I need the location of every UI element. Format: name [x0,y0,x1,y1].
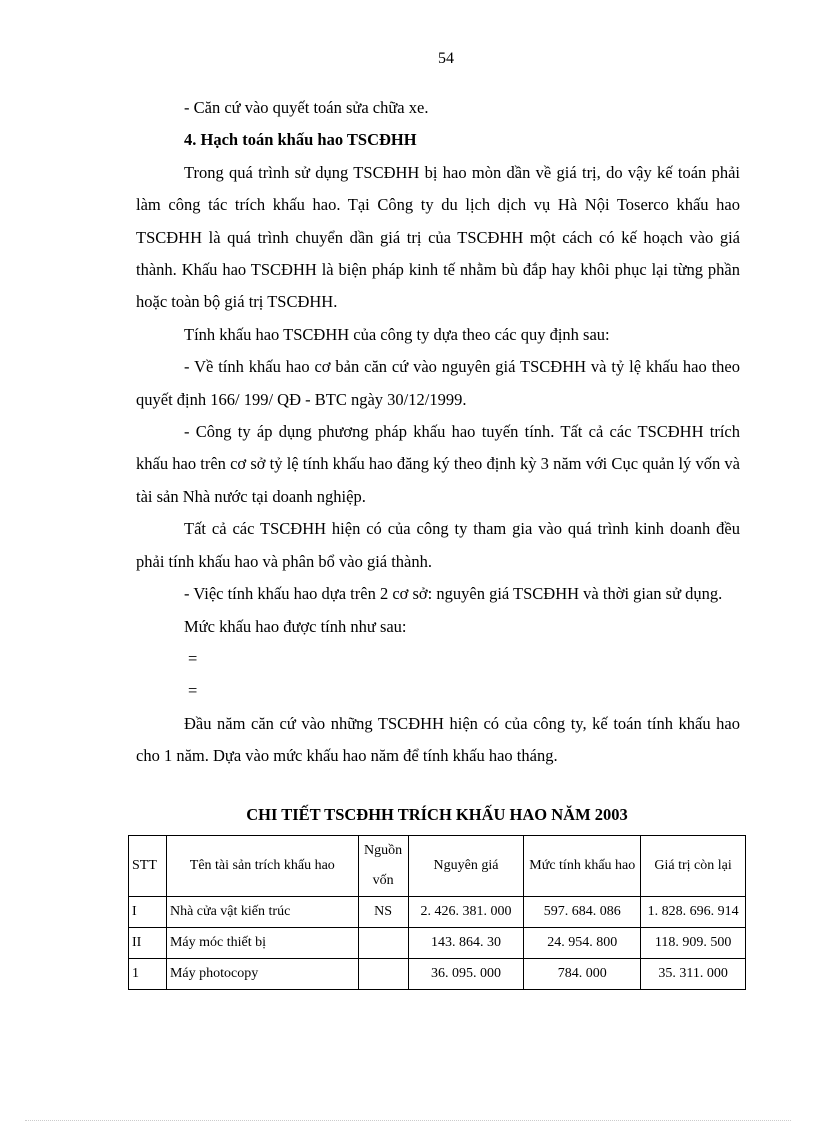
page-number: 54 [438,50,454,67]
cell-stt: 1 [129,959,167,990]
paragraph: - Căn cứ vào quyết toán sửa chữa xe. [184,98,429,117]
header-depreciation-rate: Mức tính khấu hao [524,836,641,897]
cell-depreciation: 24. 954. 800 [524,928,641,959]
header-capital-source: Nguồn vốn [358,836,408,897]
paragraph: Tất cả các TSCĐHH hiện có của công ty tham gia vào quá trình kinh doanh đều phải tính khấu hao và phân bổ vào giá thành. [136,519,740,571]
formula-line: = [188,648,198,668]
cell-depreciation: 597. 684. 086 [524,897,641,928]
cell-remaining-value: 35. 311. 000 [641,959,746,990]
paragraph: Trong quá trình sử dụng TSCĐHH bị hao mòn dần về giá trị, do vậy kế toán phải làm công tác trích khấu hao. Tại Công ty du lịch dịch vụ Hà Nội Toserco khấu hao TSCĐHH là quá trình chuyển dần giá trị của TSCĐHH một cách có kế hoạch vào giá thành. Khấu hao TSCĐHH là biện pháp kinh tế nhằm bù đắp hay khôi phục lại từng phần hoặc toàn bộ giá trị TSCĐHH. [136,162,740,312]
table-row [129,897,746,928]
paragraph: - Về tính khấu hao cơ bản căn cứ vào nguyên giá TSCĐHH và tỷ lệ khấu hao theo quyết định 166/ 199/ QĐ - BTC ngày 30/12/1999. [136,357,740,409]
header-original-cost: Nguyên giá [408,836,524,897]
paragraph: Tính khấu hao TSCĐHH của công ty dựa theo các quy định sau: [184,324,610,344]
header-asset-name: Tên tài sản trích khấu hao [166,836,358,897]
cell-asset-name: Nhà cửa vật kiến trúc [166,897,358,928]
document-body [136,92,740,773]
cell-capital-source [358,959,408,990]
formula-line: = [188,681,198,701]
table-row [129,928,746,959]
cell-asset-name: Máy móc thiết bị [166,928,358,959]
cell-original-cost: 2. 426. 381. 000 [408,897,524,928]
cell-original-cost: 143. 864. 30 [408,928,524,959]
page-bottom-divider [25,1120,791,1121]
paragraph: Mức khấu hao được tính như sau: [184,616,407,636]
cell-capital-source: NS [358,897,408,928]
table-row [129,959,746,990]
cell-capital-source [358,928,408,959]
cell-depreciation: 784. 000 [524,959,641,990]
cell-remaining-value: 1. 828. 696. 914 [641,897,746,928]
table-header-row [129,836,746,897]
paragraph: Đầu năm căn cứ vào những TSCĐHH hiện có của công ty, kế toán tính khấu hao cho 1 năm. Dựa vào mức khấu hao năm để tính khấu hao tháng. [136,713,740,766]
header-stt: STT [129,836,167,897]
paragraph: - Việc tính khấu hao dựa trên 2 cơ sở: nguyên giá TSCĐHH và thời gian sử dụng. [184,584,723,604]
cell-stt: I [129,897,167,928]
cell-asset-name: Máy photocopy [166,959,358,990]
section-heading: 4. Hạch toán khấu hao TSCĐHH [184,130,417,150]
cell-original-cost: 36. 095. 000 [408,959,524,990]
depreciation-table [128,835,746,990]
table-title: CHI TIẾT TSCĐHH TRÍCH KHẤU HAO NĂM 2003 [246,805,628,824]
header-remaining-value: Giá trị còn lại [641,836,746,897]
cell-stt: II [129,928,167,959]
cell-remaining-value: 118. 909. 500 [641,928,746,959]
paragraph: - Công ty áp dụng phương pháp khấu hao tuyến tính. Tất cả các TSCĐHH trích khấu hao trên cơ sở tỷ lệ tính khấu hao đăng ký theo định kỳ 3 năm với Cục quản lý vốn và tài sản Nhà nước tại doanh nghiệp. [136,422,740,506]
